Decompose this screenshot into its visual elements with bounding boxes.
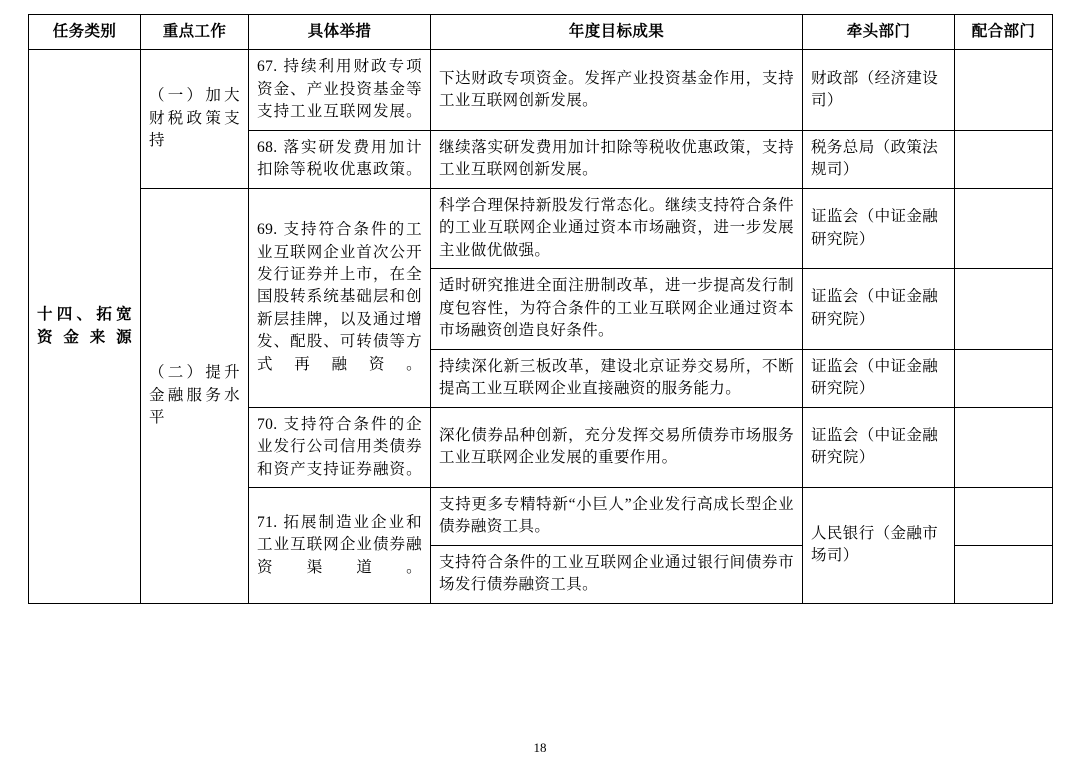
- lead-dept-cell: 证监会（中证金融研究院）: [803, 349, 955, 407]
- key-work-cell-2: （二）提升金融服务水平: [141, 188, 249, 603]
- lead-dept-cell: 证监会（中证金融研究院）: [803, 269, 955, 349]
- lead-dept-cell: 财政部（经济建设司）: [803, 50, 955, 130]
- key-work-cell-1: （一）加大财税政策支持: [141, 50, 249, 188]
- header-support-dept: 配合部门: [955, 15, 1053, 50]
- header-key-work: 重点工作: [141, 15, 249, 50]
- support-dept-cell: [955, 349, 1053, 407]
- measure-cell-71: 71. 拓展制造业企业和工业互联网企业债券融资渠道。: [249, 487, 431, 603]
- measure-cell-69: 69. 支持符合条件的工业互联网企业首次公开发行证券并上市，在全国股转系统基础层和创新层挂牌，以及通过增发、配股、可转债等方式再融资。: [249, 188, 431, 407]
- lead-dept-cell: 证监会（中证金融研究院）: [803, 407, 955, 487]
- support-dept-cell: [955, 50, 1053, 130]
- goal-cell: 持续深化新三板改革，建设北京证券交易所，不断提高工业互联网企业直接融资的服务能力。: [431, 349, 803, 407]
- goal-cell: 支持符合条件的工业互联网企业通过银行间债券市场发行债券融资工具。: [431, 545, 803, 603]
- support-dept-cell: [955, 407, 1053, 487]
- lead-dept-cell: 人民银行（金融市场司）: [803, 487, 955, 603]
- table-row: [29, 50, 1053, 130]
- support-dept-cell: [955, 269, 1053, 349]
- support-dept-cell: [955, 188, 1053, 268]
- table-row: [29, 188, 1053, 268]
- support-dept-cell: [955, 130, 1053, 188]
- table-header-row: [29, 15, 1053, 50]
- header-task-category: 任务类别: [29, 15, 141, 50]
- goal-cell: 科学合理保持新股发行常态化。继续支持符合条件的工业互联网企业通过资本市场融资，进一步发展主业做优做强。: [431, 188, 803, 268]
- goal-cell: 下达财政专项资金。发挥产业投资基金作用，支持工业互联网创新发展。: [431, 50, 803, 130]
- goal-cell: 支持更多专精特新“小巨人”企业发行高成长型企业债券融资工具。: [431, 487, 803, 545]
- lead-dept-cell: 证监会（中证金融研究院）: [803, 188, 955, 268]
- task-table: [28, 14, 1053, 604]
- header-measure: 具体举措: [249, 15, 431, 50]
- task-category-cell: 十四、拓宽资金来源: [29, 50, 141, 603]
- table-header: [29, 15, 1053, 50]
- measure-cell-68: 68. 落实研发费用加计扣除等税收优惠政策。: [249, 130, 431, 188]
- goal-cell: 深化债券品种创新，充分发挥交易所债券市场服务工业互联网企业发展的重要作用。: [431, 407, 803, 487]
- support-dept-cell: [955, 487, 1053, 545]
- goal-cell: 适时研究推进全面注册制改革，进一步提高发行制度包容性，为符合条件的工业互联网企业通过资本市场融资创造良好条件。: [431, 269, 803, 349]
- measure-cell-70: 70. 支持符合条件的企业发行公司信用类债券和资产支持证券融资。: [249, 407, 431, 487]
- support-dept-cell: [955, 545, 1053, 603]
- header-lead-dept: 牵头部门: [803, 15, 955, 50]
- table-body: [29, 50, 1053, 603]
- measure-cell-67: 67. 持续利用财政专项资金、产业投资基金等支持工业互联网发展。: [249, 50, 431, 130]
- goal-cell: 继续落实研发费用加计扣除等税收优惠政策，支持工业互联网创新发展。: [431, 130, 803, 188]
- header-annual-goal: 年度目标成果: [431, 15, 803, 50]
- lead-dept-cell: 税务总局（政策法规司）: [803, 130, 955, 188]
- page-number: 18: [533, 740, 547, 755]
